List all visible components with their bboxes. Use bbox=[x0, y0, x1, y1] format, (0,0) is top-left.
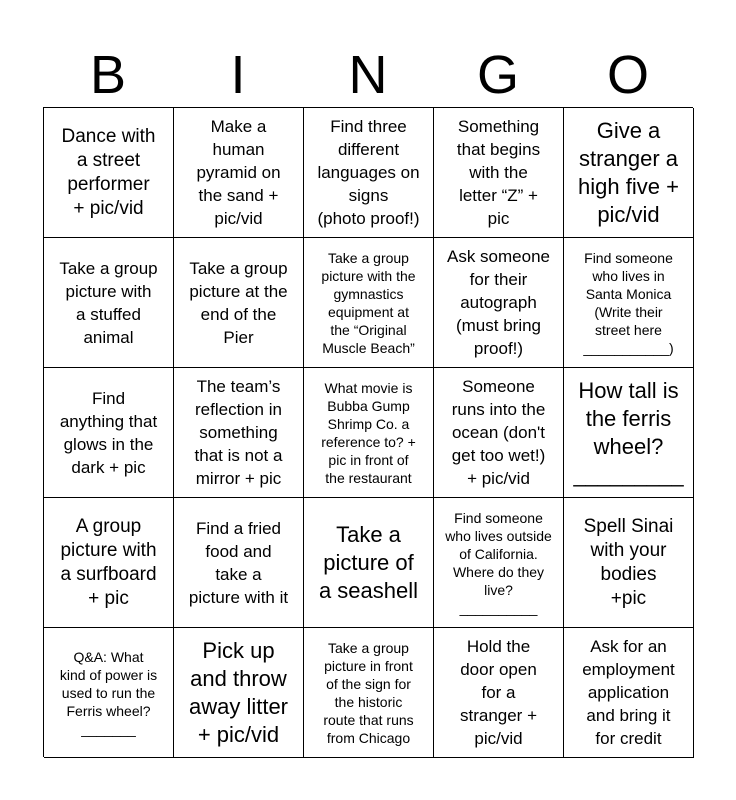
cell-text: The team’s reflection in something that is not a mirror + pic bbox=[194, 377, 283, 488]
bingo-cell bbox=[304, 108, 434, 238]
cell-text: What movie is Bubba Gump Shrimp Co. a reference to? + pic in front of the restaurant bbox=[321, 379, 416, 486]
bingo-cell bbox=[304, 238, 434, 368]
cell-text: Take a group picture in front of the sign for the historic route that runs from Chicago bbox=[323, 639, 414, 746]
cell-text: Take a group picture at the end of the Pier bbox=[189, 258, 288, 347]
cell-text: Take a picture of a seashell bbox=[318, 521, 419, 603]
bingo-header bbox=[43, 42, 693, 108]
bingo-cell bbox=[44, 238, 174, 368]
cell-text: Ask someone for their autograph (must bring proof!) bbox=[447, 247, 550, 358]
bingo-cell bbox=[434, 368, 564, 498]
cell-text: Find anything that glows in the dark + pic bbox=[59, 388, 158, 477]
cell-text: Q&A: What kind of power is used to run the Ferris wheel? _______ bbox=[59, 648, 158, 737]
bingo-cell bbox=[44, 628, 174, 758]
bingo-cell bbox=[44, 108, 174, 238]
header-letter-g: G bbox=[476, 45, 519, 105]
cell-text: Pick up and throw away litter + pic/vid bbox=[188, 637, 289, 747]
bingo-cell bbox=[174, 628, 304, 758]
cell-text: Something that begins with the letter “Z” + pic bbox=[456, 117, 541, 228]
header-letter-i: I bbox=[230, 45, 246, 105]
bingo-cell bbox=[434, 498, 564, 628]
cell-text: Ask for an employment application and bring it for credit bbox=[582, 637, 675, 748]
bingo-cell bbox=[434, 238, 564, 368]
bingo-cell bbox=[304, 498, 434, 628]
cell-text: Find three different languages on signs (photo proof!) bbox=[317, 117, 420, 228]
cell-text: Take a group picture with the gymnastics equipment at the “Original Muscle Beach” bbox=[321, 249, 416, 356]
cell-text: Make a human pyramid on the sand + pic/vid bbox=[196, 117, 281, 228]
cell-text: Hold the door open for a stranger + pic/vid bbox=[459, 637, 537, 748]
bingo-cell bbox=[564, 628, 694, 758]
cell-text: Find a fried food and take a picture with it bbox=[188, 518, 289, 607]
cell-text: A group picture with a surfboard + pic bbox=[60, 515, 157, 609]
bingo-cell bbox=[44, 368, 174, 498]
cell-text: Give a stranger a high five + pic/vid bbox=[578, 117, 679, 227]
bingo-cell bbox=[44, 498, 174, 628]
cell-text: Someone runs into the ocean (don't get too wet!) + pic/vid bbox=[451, 377, 546, 488]
cell-text: Find someone who lives outside of California. Where do they live? __________ bbox=[445, 509, 552, 616]
bingo-cell bbox=[564, 368, 694, 498]
cell-text: Take a group picture with a stuffed animal bbox=[59, 258, 158, 347]
bingo-cell bbox=[434, 108, 564, 238]
bingo-card-grid bbox=[43, 107, 693, 757]
bingo-cell bbox=[304, 628, 434, 758]
bingo-cell bbox=[564, 108, 694, 238]
bingo-cell bbox=[564, 498, 694, 628]
cell-text: Spell Sinai with your bodies +pic bbox=[583, 515, 674, 609]
bingo-cell bbox=[564, 238, 694, 368]
bingo-cell bbox=[434, 628, 564, 758]
header-letter-b: B bbox=[89, 45, 127, 105]
bingo-cell bbox=[174, 498, 304, 628]
cell-text: Find someone who lives in Santa Monica (Write their street here ___________) bbox=[583, 249, 674, 356]
bingo-cell bbox=[304, 368, 434, 498]
header-letter-o: O bbox=[606, 45, 649, 105]
bingo-cell bbox=[174, 368, 304, 498]
cell-text: Dance with a street performer + pic/vid bbox=[61, 125, 156, 219]
bingo-cell bbox=[174, 108, 304, 238]
header-letter-n: N bbox=[348, 45, 388, 105]
bingo-cell bbox=[174, 238, 304, 368]
cell-text: How tall is the ferris wheel? _________ bbox=[573, 377, 684, 487]
